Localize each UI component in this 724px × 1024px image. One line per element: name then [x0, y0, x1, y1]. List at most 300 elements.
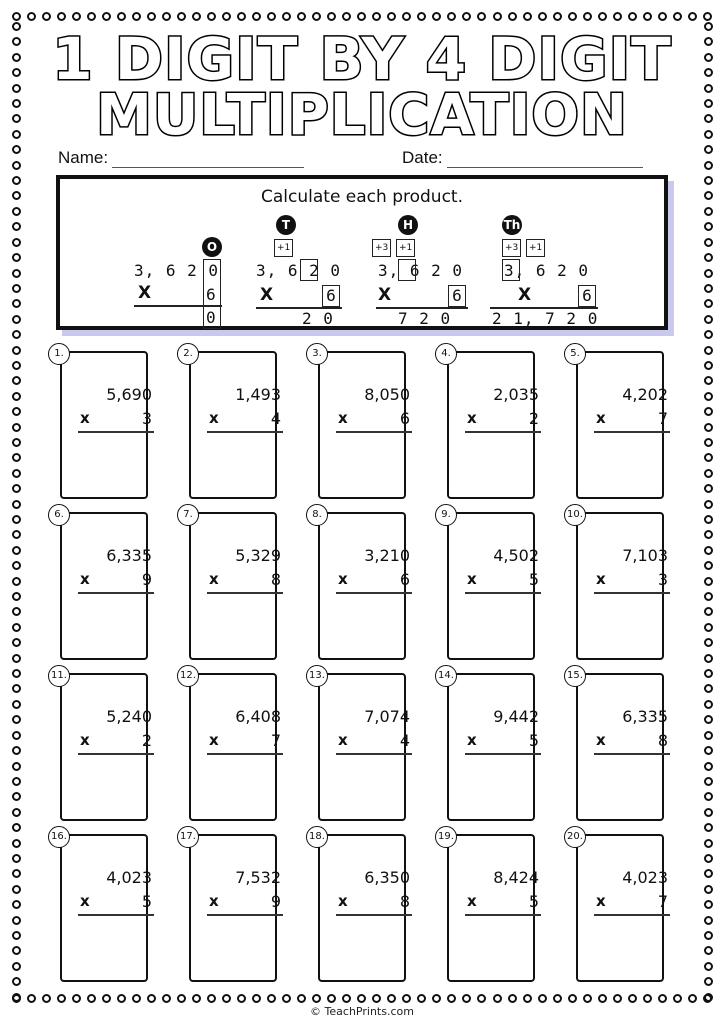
- border-dot: [192, 994, 201, 1003]
- border-dot: [704, 376, 713, 385]
- border-dot: [12, 330, 21, 339]
- border-dot: [538, 12, 547, 21]
- border-dot: [372, 994, 381, 1003]
- example-top-number: 3, 6 2 0: [256, 261, 342, 280]
- border-dot: [12, 962, 21, 971]
- border-dot: [704, 808, 713, 817]
- border-dot: [57, 12, 66, 21]
- border-dot: [704, 993, 713, 1002]
- border-dot: [704, 916, 713, 925]
- problem-number: 19.: [435, 826, 457, 848]
- answer-line: [207, 753, 283, 755]
- border-right: [704, 22, 712, 1002]
- border-dot: [12, 546, 21, 555]
- border-dot: [12, 407, 21, 416]
- border-dot: [704, 161, 713, 170]
- border-dot: [12, 484, 21, 493]
- answer-area[interactable]: [447, 673, 539, 821]
- border-dot: [704, 284, 713, 293]
- border-dot: [12, 654, 21, 663]
- border-dot: [704, 361, 713, 370]
- border-dot: [704, 330, 713, 339]
- answer-line: [336, 753, 412, 755]
- border-dot: [704, 854, 713, 863]
- times-symbol: x: [338, 892, 348, 910]
- date-field[interactable]: [402, 148, 643, 168]
- border-dot: [12, 746, 21, 755]
- border-dot: [282, 12, 291, 21]
- border-dot: [704, 299, 713, 308]
- border-dot: [117, 994, 126, 1003]
- answer-line: [594, 592, 670, 594]
- multiplier: 8: [270, 570, 281, 589]
- border-dot: [12, 161, 21, 170]
- border-dot: [704, 423, 713, 432]
- problem-card[interactable]: [177, 343, 281, 495]
- border-dot: [643, 12, 652, 21]
- problem-card[interactable]: [177, 826, 281, 978]
- border-dot: [27, 12, 36, 21]
- border-dot: [628, 12, 637, 21]
- multiplicand: 7,103: [622, 546, 668, 565]
- border-dot: [402, 12, 411, 21]
- border-dot: [12, 993, 21, 1002]
- border-dot: [477, 994, 486, 1003]
- example-box: [56, 175, 668, 330]
- border-dot: [12, 731, 21, 740]
- border-dot: [12, 392, 21, 401]
- answer-area[interactable]: [189, 351, 281, 499]
- name-input-line[interactable]: [112, 151, 304, 168]
- border-dot: [508, 994, 517, 1003]
- problem-card[interactable]: [48, 665, 152, 817]
- answer-line: [78, 753, 154, 755]
- border-dot: [462, 12, 471, 21]
- problem-number: 10.: [564, 504, 586, 526]
- multiplier: 3: [657, 570, 668, 589]
- border-dot: [297, 994, 306, 1003]
- border-dot: [704, 407, 713, 416]
- problem-number: 1.: [48, 343, 70, 365]
- border-dot: [12, 839, 21, 848]
- example-step-ones: [134, 231, 234, 331]
- border-dot: [12, 885, 21, 894]
- example-result: 2 1, 7 2 0: [492, 309, 599, 328]
- border-dot: [704, 823, 713, 832]
- multiplier: 5: [141, 892, 152, 911]
- carry-box: +3: [372, 239, 391, 257]
- answer-line: [465, 592, 541, 594]
- border-dot: [704, 253, 713, 262]
- answer-area[interactable]: [318, 512, 410, 660]
- border-dot: [704, 500, 713, 509]
- example-top-number: 3, 6 2 0: [134, 261, 220, 280]
- border-dot: [12, 700, 21, 709]
- border-dot: [12, 191, 21, 200]
- problem-card[interactable]: [177, 665, 281, 817]
- border-left: [12, 22, 20, 1002]
- times-symbol: x: [467, 731, 477, 749]
- times-symbol: x: [596, 892, 606, 910]
- place-badge-thousands: Th: [502, 215, 522, 235]
- border-dot: [12, 176, 21, 185]
- problem-card[interactable]: [48, 504, 152, 656]
- times-symbol: x: [209, 570, 219, 588]
- border-dot: [87, 12, 96, 21]
- answer-area[interactable]: [447, 834, 539, 982]
- border-dot: [72, 12, 81, 21]
- problem-card[interactable]: [435, 665, 539, 817]
- border-dot: [327, 994, 336, 1003]
- border-dot: [673, 12, 682, 21]
- border-dot: [282, 994, 291, 1003]
- border-dot: [704, 438, 713, 447]
- answer-line: [207, 431, 283, 433]
- border-dot: [222, 12, 231, 21]
- problem-card[interactable]: [306, 826, 410, 978]
- page-title-line-1: 1 DIGIT BY 4 DIGIT: [52, 25, 672, 93]
- example-multiplier: 6: [206, 285, 217, 304]
- answer-area[interactable]: [189, 512, 281, 660]
- border-dot: [12, 269, 21, 278]
- multiplier: 5: [528, 892, 539, 911]
- times-symbol: x: [596, 731, 606, 749]
- answer-line: [336, 592, 412, 594]
- problem-number: 6.: [48, 504, 70, 526]
- times-symbol: x: [338, 409, 348, 427]
- border-dot: [538, 994, 547, 1003]
- problem-card[interactable]: [435, 504, 539, 656]
- answer-line: [207, 914, 283, 916]
- answer-line: [465, 914, 541, 916]
- times-symbol: X: [378, 285, 392, 305]
- multiplicand: 4,023: [622, 868, 668, 887]
- border-dot: [704, 607, 713, 616]
- border-dot: [704, 962, 713, 971]
- border-dot: [417, 994, 426, 1003]
- border-dot: [704, 792, 713, 801]
- multiplier: 3: [141, 409, 152, 428]
- example-result: 0: [206, 308, 217, 327]
- multiplicand: 6,408: [235, 707, 281, 726]
- border-dot: [704, 684, 713, 693]
- border-bottom: [12, 994, 712, 1002]
- problem-number: 9.: [435, 504, 457, 526]
- border-dot: [523, 994, 532, 1003]
- border-dot: [703, 12, 712, 21]
- times-symbol: x: [80, 731, 90, 749]
- border-dot: [342, 12, 351, 21]
- page-title-line-2: MULTIPLICATION: [96, 83, 628, 148]
- multiplicand: 1,493: [235, 385, 281, 404]
- border-dot: [704, 700, 713, 709]
- border-dot: [12, 453, 21, 462]
- border-dot: [704, 885, 713, 894]
- times-symbol: x: [80, 892, 90, 910]
- problem-card[interactable]: [48, 343, 152, 495]
- problem-number: 17.: [177, 826, 199, 848]
- border-dot: [147, 12, 156, 21]
- answer-area[interactable]: [576, 512, 668, 660]
- answer-area[interactable]: [60, 673, 152, 821]
- problem-card[interactable]: [564, 343, 668, 495]
- answer-area[interactable]: [576, 351, 668, 499]
- border-dot: [583, 12, 592, 21]
- place-badge-hundreds: H: [398, 215, 418, 235]
- multiplier: 4: [270, 409, 281, 428]
- border-dot: [568, 12, 577, 21]
- answer-area[interactable]: [576, 834, 668, 982]
- border-dot: [417, 12, 426, 21]
- border-dot: [704, 746, 713, 755]
- problem-card[interactable]: [435, 826, 539, 978]
- times-symbol: X: [138, 283, 152, 303]
- border-dot: [12, 946, 21, 955]
- multiplier: 6: [399, 570, 410, 589]
- border-dot: [12, 792, 21, 801]
- multiplier: 7: [657, 892, 668, 911]
- problem-number: 14.: [435, 665, 457, 687]
- border-dot: [12, 145, 21, 154]
- border-dot: [312, 994, 321, 1003]
- problem-card[interactable]: [435, 343, 539, 495]
- border-dot: [12, 777, 21, 786]
- problem-card[interactable]: [306, 665, 410, 817]
- answer-line: [465, 431, 541, 433]
- carry-box: +3: [502, 239, 521, 257]
- multiplier: 9: [141, 570, 152, 589]
- border-dot: [12, 12, 21, 21]
- border-dot: [12, 469, 21, 478]
- border-dot: [27, 994, 36, 1003]
- border-dot: [12, 762, 21, 771]
- border-dot: [12, 715, 21, 724]
- problem-card[interactable]: [564, 504, 668, 656]
- multiplicand: 4,023: [106, 868, 152, 887]
- border-dot: [402, 994, 411, 1003]
- answer-line: [78, 592, 154, 594]
- problem-number: 11.: [48, 665, 70, 687]
- border-dot: [493, 994, 502, 1003]
- answer-area[interactable]: [318, 834, 410, 982]
- problem-card[interactable]: [306, 504, 410, 656]
- problem-card[interactable]: [48, 826, 152, 978]
- multiplier-box: 6: [448, 285, 466, 307]
- multiplicand: 5,329: [235, 546, 281, 565]
- border-dot: [327, 12, 336, 21]
- border-dot: [192, 12, 201, 21]
- problem-number: 8.: [306, 504, 328, 526]
- border-dot: [387, 994, 396, 1003]
- multiplier: 8: [657, 731, 668, 750]
- multiplicand: 8,050: [364, 385, 410, 404]
- example-step-thousands: [490, 211, 630, 331]
- border-dot: [432, 12, 441, 21]
- multiplier: 7: [657, 409, 668, 428]
- date-label: Date:: [402, 148, 443, 167]
- border-top: [12, 12, 712, 20]
- multiplicand: 8,424: [493, 868, 539, 887]
- times-symbol: x: [338, 731, 348, 749]
- problem-number: 3.: [306, 343, 328, 365]
- border-dot: [598, 12, 607, 21]
- problem-number: 5.: [564, 343, 586, 365]
- border-dot: [12, 423, 21, 432]
- border-dot: [12, 854, 21, 863]
- border-dot: [12, 515, 21, 524]
- border-dot: [613, 994, 622, 1003]
- border-dot: [252, 12, 261, 21]
- problem-card[interactable]: [177, 504, 281, 656]
- times-symbol: x: [596, 409, 606, 427]
- problem-number: 16.: [48, 826, 70, 848]
- multiplier: 6: [399, 409, 410, 428]
- border-dot: [704, 777, 713, 786]
- multiplicand: 2,035: [493, 385, 539, 404]
- multiplicand: 5,240: [106, 707, 152, 726]
- answer-area[interactable]: [576, 673, 668, 821]
- border-dot: [704, 346, 713, 355]
- border-dot: [704, 762, 713, 771]
- border-dot: [12, 931, 21, 940]
- border-dot: [42, 12, 51, 21]
- highlight-box: [300, 259, 318, 281]
- multiplier: 4: [399, 731, 410, 750]
- carry-box: +1: [396, 239, 415, 257]
- example-result: 2 0: [302, 309, 334, 328]
- border-dot: [12, 299, 21, 308]
- answer-area[interactable]: [189, 673, 281, 821]
- border-dot: [372, 12, 381, 21]
- border-dot: [704, 638, 713, 647]
- times-symbol: x: [467, 570, 477, 588]
- answer-line: [134, 305, 222, 307]
- times-symbol: x: [209, 409, 219, 427]
- answer-area[interactable]: [318, 351, 410, 499]
- border-dot: [628, 994, 637, 1003]
- border-dot: [12, 346, 21, 355]
- answer-area[interactable]: [60, 351, 152, 499]
- multiplicand: 7,532: [235, 868, 281, 887]
- answer-area[interactable]: [318, 673, 410, 821]
- border-dot: [12, 638, 21, 647]
- border-dot: [12, 592, 21, 601]
- answer-area[interactable]: [60, 834, 152, 982]
- problem-number: 13.: [306, 665, 328, 687]
- border-dot: [87, 994, 96, 1003]
- border-dot: [342, 994, 351, 1003]
- border-dot: [147, 994, 156, 1003]
- border-dot: [704, 145, 713, 154]
- border-dot: [704, 977, 713, 986]
- answer-line: [336, 431, 412, 433]
- highlight-box: [398, 259, 416, 281]
- border-dot: [704, 315, 713, 324]
- times-symbol: x: [467, 892, 477, 910]
- border-dot: [12, 808, 21, 817]
- answer-area[interactable]: [447, 512, 539, 660]
- answer-line: [594, 914, 670, 916]
- multiplicand: 6,350: [364, 868, 410, 887]
- border-dot: [177, 12, 186, 21]
- border-dot: [688, 994, 697, 1003]
- problem-card[interactable]: [306, 343, 410, 495]
- border-dot: [553, 12, 562, 21]
- border-dot: [102, 994, 111, 1003]
- example-top-number: 3, 6 2 0: [378, 261, 464, 280]
- border-dot: [12, 222, 21, 231]
- multiplier: 9: [270, 892, 281, 911]
- border-dot: [704, 191, 713, 200]
- border-dot: [237, 994, 246, 1003]
- border-dot: [297, 12, 306, 21]
- border-dot: [387, 12, 396, 21]
- border-dot: [704, 484, 713, 493]
- border-dot: [12, 577, 21, 586]
- border-dot: [57, 994, 66, 1003]
- border-dot: [12, 438, 21, 447]
- border-dot: [704, 577, 713, 586]
- border-dot: [704, 654, 713, 663]
- multiplier: 5: [528, 731, 539, 750]
- problem-card[interactable]: [564, 826, 668, 978]
- border-dot: [12, 315, 21, 324]
- border-dot: [432, 994, 441, 1003]
- name-label: Name:: [58, 148, 109, 167]
- border-dot: [704, 623, 713, 632]
- problem-number: 15.: [564, 665, 586, 687]
- border-dot: [72, 994, 81, 1003]
- times-symbol: x: [338, 570, 348, 588]
- times-symbol: X: [518, 285, 532, 305]
- times-symbol: x: [80, 409, 90, 427]
- name-field[interactable]: [58, 148, 304, 168]
- multiplier-box: 6: [322, 285, 340, 307]
- border-dot: [447, 12, 456, 21]
- answer-area[interactable]: [447, 351, 539, 499]
- border-dot: [704, 869, 713, 878]
- border-dot: [688, 12, 697, 21]
- date-input-line[interactable]: [447, 151, 643, 168]
- border-dot: [704, 207, 713, 216]
- border-dot: [704, 900, 713, 909]
- border-dot: [704, 392, 713, 401]
- answer-area[interactable]: [189, 834, 281, 982]
- border-dot: [613, 12, 622, 21]
- multiplier: 2: [528, 409, 539, 428]
- example-step-tens: [256, 211, 376, 331]
- border-dot: [704, 669, 713, 678]
- border-dot: [117, 12, 126, 21]
- border-dot: [493, 12, 502, 21]
- border-dot: [704, 839, 713, 848]
- place-badge-tens: T: [276, 215, 296, 235]
- answer-line: [465, 753, 541, 755]
- border-dot: [102, 12, 111, 21]
- border-dot: [12, 900, 21, 909]
- border-dot: [673, 994, 682, 1003]
- highlight-box: [502, 259, 520, 281]
- example-top-number: 3, 6 2 0: [504, 261, 590, 280]
- problem-card[interactable]: [564, 665, 668, 817]
- answer-area[interactable]: [60, 512, 152, 660]
- problem-number: 4.: [435, 343, 457, 365]
- border-dot: [162, 12, 171, 21]
- example-step-hundreds: [372, 211, 502, 331]
- border-dot: [643, 994, 652, 1003]
- border-dot: [252, 994, 261, 1003]
- border-dot: [12, 530, 21, 539]
